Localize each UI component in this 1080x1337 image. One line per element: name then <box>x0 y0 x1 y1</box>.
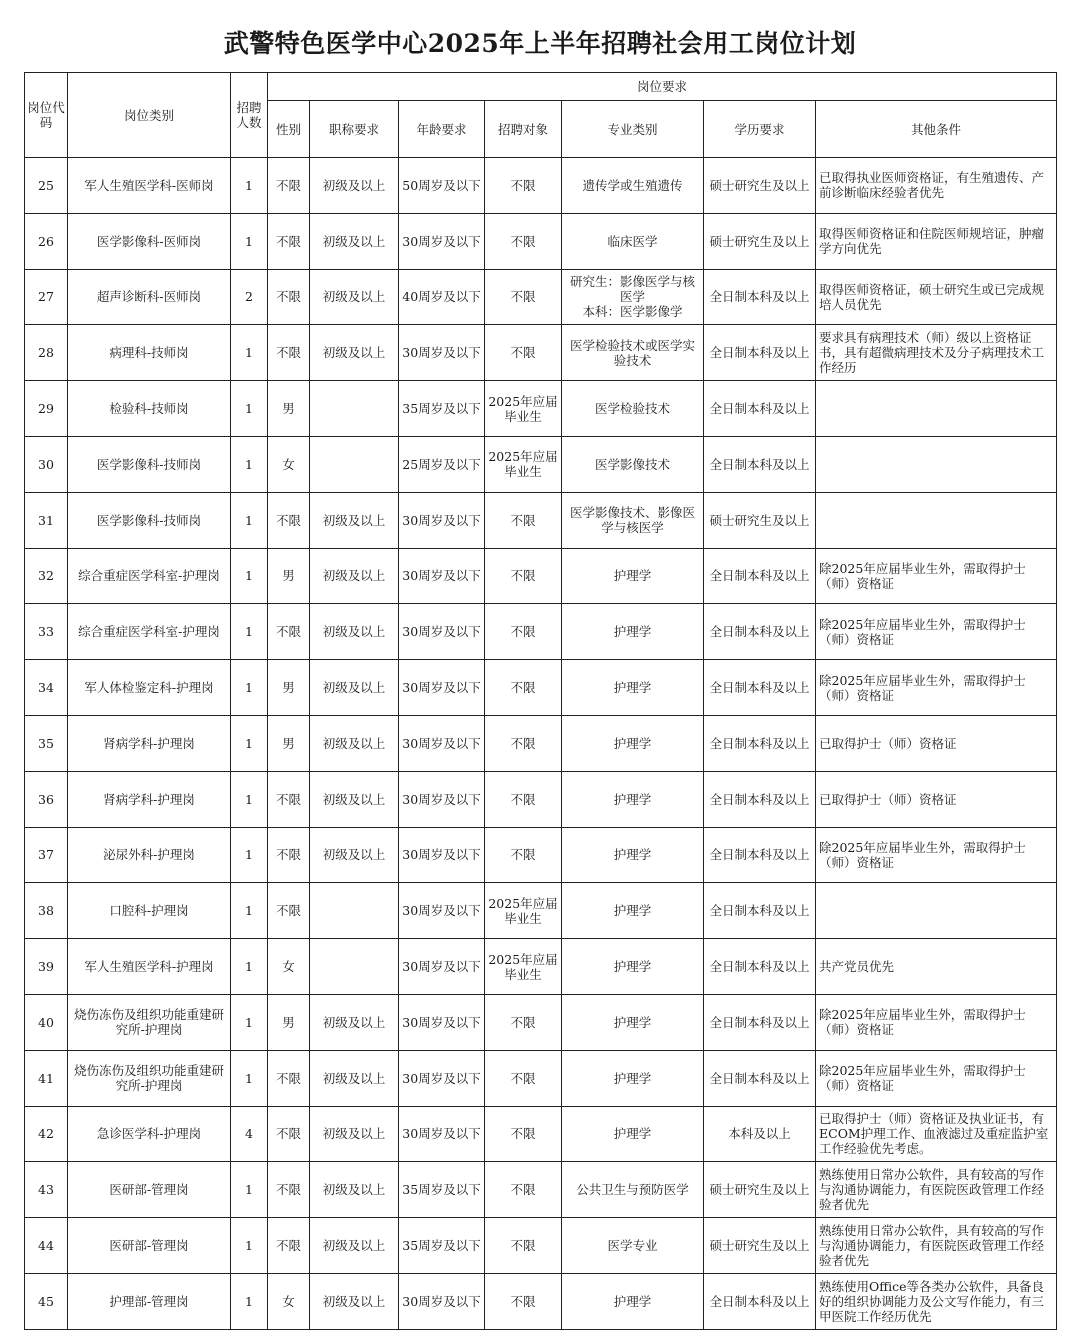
cell-code: 32 <box>25 548 68 604</box>
cell-major: 护理学 <box>562 939 704 995</box>
cell-count: 1 <box>231 1050 268 1106</box>
header-major: 专业类别 <box>562 101 704 158</box>
cell-gender: 不限 <box>268 1162 310 1218</box>
cell-major: 临床医学 <box>562 213 704 269</box>
cell-gender: 女 <box>268 939 310 995</box>
cell-target: 2025年应届毕业生 <box>485 883 562 939</box>
cell-code: 41 <box>25 1050 68 1106</box>
cell-other: 除2025年应届毕业生外，需取得护士（师）资格证 <box>816 827 1057 883</box>
cell-title-req: 初级及以上 <box>310 994 399 1050</box>
cell-age: 35周岁及以下 <box>399 1218 485 1274</box>
cell-title-req: 初级及以上 <box>310 492 399 548</box>
cell-age: 30周岁及以下 <box>399 883 485 939</box>
cell-code: 35 <box>25 715 68 771</box>
cell-other: 熟练使用日常办公软件，具有较高的写作与沟通协调能力，有医院医政管理工作经验者优先 <box>816 1218 1057 1274</box>
cell-category: 医研部-管理岗 <box>68 1218 231 1274</box>
cell-other: 除2025年应届毕业生外，需取得护士（师）资格证 <box>816 1050 1057 1106</box>
cell-age: 30周岁及以下 <box>399 1273 485 1329</box>
cell-code: 30 <box>25 436 68 492</box>
cell-other <box>816 436 1057 492</box>
cell-major: 护理学 <box>562 883 704 939</box>
cell-major: 护理学 <box>562 604 704 660</box>
cell-count: 1 <box>231 492 268 548</box>
cell-count: 1 <box>231 994 268 1050</box>
cell-gender: 不限 <box>268 1218 310 1274</box>
cell-target: 不限 <box>485 1050 562 1106</box>
cell-count: 1 <box>231 1273 268 1329</box>
cell-count: 1 <box>231 883 268 939</box>
cell-education: 全日制本科及以上 <box>704 827 816 883</box>
cell-other: 除2025年应届毕业生外，需取得护士（师）资格证 <box>816 994 1057 1050</box>
cell-education: 全日制本科及以上 <box>704 715 816 771</box>
cell-code: 39 <box>25 939 68 995</box>
cell-other: 已取得执业医师资格证，有生殖遗传、产前诊断临床经验者优先 <box>816 158 1057 214</box>
cell-age: 50周岁及以下 <box>399 158 485 214</box>
cell-count: 1 <box>231 827 268 883</box>
table-row <box>25 1273 1057 1329</box>
table-row <box>25 1218 1057 1274</box>
cell-education: 全日制本科及以上 <box>704 660 816 716</box>
cell-major: 医学检验技术 <box>562 381 704 437</box>
cell-category: 医学影像科-技师岗 <box>68 492 231 548</box>
cell-code: 43 <box>25 1162 68 1218</box>
cell-title-req: 初级及以上 <box>310 827 399 883</box>
cell-major: 医学专业 <box>562 1218 704 1274</box>
cell-count: 1 <box>231 436 268 492</box>
cell-target: 不限 <box>485 269 562 325</box>
cell-target: 不限 <box>485 994 562 1050</box>
cell-age: 30周岁及以下 <box>399 715 485 771</box>
cell-count: 1 <box>231 158 268 214</box>
cell-title-req: 初级及以上 <box>310 213 399 269</box>
cell-target: 2025年应届毕业生 <box>485 436 562 492</box>
cell-gender: 女 <box>268 1273 310 1329</box>
cell-title-req: 初级及以上 <box>310 1106 399 1162</box>
cell-major: 医学影像技术、影像医学与核医学 <box>562 492 704 548</box>
cell-education: 全日制本科及以上 <box>704 771 816 827</box>
cell-gender: 男 <box>268 660 310 716</box>
cell-major: 护理学 <box>562 715 704 771</box>
cell-count: 2 <box>231 269 268 325</box>
table-row <box>25 660 1057 716</box>
header-code: 岗位代码 <box>25 73 68 158</box>
cell-title-req: 初级及以上 <box>310 660 399 716</box>
cell-category: 军人生殖医学科-医师岗 <box>68 158 231 214</box>
cell-major: 护理学 <box>562 827 704 883</box>
cell-code: 31 <box>25 492 68 548</box>
cell-education: 硕士研究生及以上 <box>704 213 816 269</box>
cell-age: 30周岁及以下 <box>399 939 485 995</box>
cell-target: 不限 <box>485 1273 562 1329</box>
cell-count: 1 <box>231 381 268 437</box>
cell-education: 全日制本科及以上 <box>704 381 816 437</box>
cell-code: 27 <box>25 269 68 325</box>
cell-category: 军人体检鉴定科-护理岗 <box>68 660 231 716</box>
cell-target: 不限 <box>485 1106 562 1162</box>
cell-gender: 男 <box>268 715 310 771</box>
cell-education: 硕士研究生及以上 <box>704 1218 816 1274</box>
cell-title-req: 初级及以上 <box>310 158 399 214</box>
cell-category: 综合重症医学科室-护理岗 <box>68 604 231 660</box>
cell-age: 30周岁及以下 <box>399 1106 485 1162</box>
table-row <box>25 715 1057 771</box>
table-row <box>25 771 1057 827</box>
cell-age: 35周岁及以下 <box>399 381 485 437</box>
cell-title-req: 初级及以上 <box>310 1050 399 1106</box>
cell-target: 不限 <box>485 492 562 548</box>
cell-education: 全日制本科及以上 <box>704 994 816 1050</box>
table-row <box>25 939 1057 995</box>
cell-gender: 不限 <box>268 492 310 548</box>
cell-major: 护理学 <box>562 994 704 1050</box>
cell-age: 35周岁及以下 <box>399 1162 485 1218</box>
header-target: 招聘对象 <box>485 101 562 158</box>
cell-title-req: 初级及以上 <box>310 1273 399 1329</box>
cell-age: 30周岁及以下 <box>399 492 485 548</box>
cell-gender: 女 <box>268 436 310 492</box>
cell-other <box>816 381 1057 437</box>
cell-major: 护理学 <box>562 1050 704 1106</box>
cell-other: 取得医师资格证，硕士研究生或已完成规培人员优先 <box>816 269 1057 325</box>
cell-category: 烧伤冻伤及组织功能重建研究所-护理岗 <box>68 994 231 1050</box>
cell-gender: 不限 <box>268 1050 310 1106</box>
cell-title-req: 初级及以上 <box>310 1162 399 1218</box>
cell-target: 不限 <box>485 771 562 827</box>
cell-gender: 男 <box>268 381 310 437</box>
cell-education: 全日制本科及以上 <box>704 604 816 660</box>
cell-count: 1 <box>231 771 268 827</box>
cell-age: 30周岁及以下 <box>399 548 485 604</box>
cell-code: 26 <box>25 213 68 269</box>
cell-title-req <box>310 381 399 437</box>
cell-code: 36 <box>25 771 68 827</box>
cell-category: 医学影像科-技师岗 <box>68 436 231 492</box>
cell-gender: 不限 <box>268 325 310 381</box>
cell-title-req: 初级及以上 <box>310 269 399 325</box>
cell-other: 已取得护士（师）资格证 <box>816 771 1057 827</box>
cell-major: 护理学 <box>562 660 704 716</box>
page-title: 武警特色医学中心2025年上半年招聘社会用工岗位计划 <box>223 29 857 58</box>
cell-other: 取得医师资格证和住院医师规培证，肿瘤学方向优先 <box>816 213 1057 269</box>
cell-major: 医学检验技术或医学实验技术 <box>562 325 704 381</box>
cell-major: 研究生：影像医学与核医学 本科：医学影像学 <box>562 269 704 325</box>
cell-count: 1 <box>231 325 268 381</box>
cell-title-req <box>310 883 399 939</box>
header-category: 岗位类别 <box>68 73 231 158</box>
cell-title-req: 初级及以上 <box>310 771 399 827</box>
cell-major: 护理学 <box>562 1273 704 1329</box>
table-row <box>25 436 1057 492</box>
cell-count: 1 <box>231 604 268 660</box>
cell-code: 38 <box>25 883 68 939</box>
cell-major: 护理学 <box>562 771 704 827</box>
recruitment-table <box>24 72 1057 1330</box>
cell-other: 要求具有病理技术（师）级以上资格证书，具有超微病理技术及分子病理技术工作经历 <box>816 325 1057 381</box>
cell-gender: 不限 <box>268 1106 310 1162</box>
cell-gender: 不限 <box>268 827 310 883</box>
cell-target: 不限 <box>485 715 562 771</box>
cell-count: 1 <box>231 213 268 269</box>
cell-gender: 男 <box>268 994 310 1050</box>
cell-gender: 不限 <box>268 158 310 214</box>
cell-category: 肾病学科-护理岗 <box>68 715 231 771</box>
cell-category: 烧伤冻伤及组织功能重建研究所-护理岗 <box>68 1050 231 1106</box>
cell-major: 护理学 <box>562 1106 704 1162</box>
cell-code: 42 <box>25 1106 68 1162</box>
cell-gender: 男 <box>268 548 310 604</box>
header-education: 学历要求 <box>704 101 816 158</box>
cell-count: 1 <box>231 939 268 995</box>
cell-title-req <box>310 939 399 995</box>
cell-count: 1 <box>231 1162 268 1218</box>
cell-category: 医研部-管理岗 <box>68 1162 231 1218</box>
cell-category: 综合重症医学科室-护理岗 <box>68 548 231 604</box>
cell-count: 1 <box>231 548 268 604</box>
cell-age: 30周岁及以下 <box>399 325 485 381</box>
cell-category: 肾病学科-护理岗 <box>68 771 231 827</box>
table-row <box>25 1106 1057 1162</box>
header-count: 招聘人数 <box>231 73 268 158</box>
cell-category: 检验科-技师岗 <box>68 381 231 437</box>
cell-education: 全日制本科及以上 <box>704 548 816 604</box>
table-row <box>25 492 1057 548</box>
cell-count: 1 <box>231 1218 268 1274</box>
cell-target: 不限 <box>485 213 562 269</box>
cell-code: 45 <box>25 1273 68 1329</box>
cell-age: 30周岁及以下 <box>399 994 485 1050</box>
cell-education: 硕士研究生及以上 <box>704 158 816 214</box>
header-requirements: 岗位要求 <box>268 73 1057 101</box>
cell-other: 除2025年应届毕业生外，需取得护士（师）资格证 <box>816 660 1057 716</box>
cell-code: 33 <box>25 604 68 660</box>
cell-code: 25 <box>25 158 68 214</box>
cell-age: 30周岁及以下 <box>399 827 485 883</box>
cell-category: 病理科-技师岗 <box>68 325 231 381</box>
cell-code: 44 <box>25 1218 68 1274</box>
table-row <box>25 548 1057 604</box>
cell-age: 30周岁及以下 <box>399 604 485 660</box>
cell-education: 全日制本科及以上 <box>704 1050 816 1106</box>
cell-category: 医学影像科-医师岗 <box>68 213 231 269</box>
cell-age: 30周岁及以下 <box>399 660 485 716</box>
cell-education: 全日制本科及以上 <box>704 883 816 939</box>
cell-title-req: 初级及以上 <box>310 1218 399 1274</box>
header-title-req: 职称要求 <box>310 101 399 158</box>
cell-education: 全日制本科及以上 <box>704 325 816 381</box>
cell-age: 30周岁及以下 <box>399 771 485 827</box>
cell-target: 不限 <box>485 1162 562 1218</box>
cell-count: 1 <box>231 660 268 716</box>
cell-count: 1 <box>231 715 268 771</box>
cell-education: 硕士研究生及以上 <box>704 492 816 548</box>
cell-category: 急诊医学科-护理岗 <box>68 1106 231 1162</box>
cell-education: 全日制本科及以上 <box>704 436 816 492</box>
cell-other: 熟练使用日常办公软件，具有较高的写作与沟通协调能力，有医院医政管理工作经验者优先 <box>816 1162 1057 1218</box>
table-row <box>25 883 1057 939</box>
cell-major: 公共卫生与预防医学 <box>562 1162 704 1218</box>
cell-other: 除2025年应届毕业生外，需取得护士（师）资格证 <box>816 604 1057 660</box>
cell-category: 泌尿外科-护理岗 <box>68 827 231 883</box>
cell-age: 30周岁及以下 <box>399 1050 485 1106</box>
cell-education: 全日制本科及以上 <box>704 1273 816 1329</box>
cell-other: 已取得护士（师）资格证及执业证书，有ECOM护理工作、血液滤过及重症监护室工作经验优先考虑。 <box>816 1106 1057 1162</box>
cell-target: 不限 <box>485 1218 562 1274</box>
cell-gender: 不限 <box>268 771 310 827</box>
cell-gender: 不限 <box>268 883 310 939</box>
cell-title-req: 初级及以上 <box>310 604 399 660</box>
cell-count: 4 <box>231 1106 268 1162</box>
header-gender: 性别 <box>268 101 310 158</box>
cell-category: 护理部-管理岗 <box>68 1273 231 1329</box>
cell-title-req: 初级及以上 <box>310 715 399 771</box>
cell-target: 不限 <box>485 548 562 604</box>
cell-target: 不限 <box>485 158 562 214</box>
cell-other: 共产党员优先 <box>816 939 1057 995</box>
cell-other: 已取得护士（师）资格证 <box>816 715 1057 771</box>
cell-category: 口腔科-护理岗 <box>68 883 231 939</box>
header-other: 其他条件 <box>816 101 1057 158</box>
table-row <box>25 827 1057 883</box>
table-row <box>25 381 1057 437</box>
cell-code: 29 <box>25 381 68 437</box>
table-body <box>25 158 1057 1330</box>
cell-code: 28 <box>25 325 68 381</box>
cell-gender: 不限 <box>268 269 310 325</box>
cell-gender: 不限 <box>268 213 310 269</box>
cell-other: 除2025年应届毕业生外，需取得护士（师）资格证 <box>816 548 1057 604</box>
cell-major: 医学影像技术 <box>562 436 704 492</box>
cell-education: 全日制本科及以上 <box>704 269 816 325</box>
cell-title-req: 初级及以上 <box>310 548 399 604</box>
table-row <box>25 1050 1057 1106</box>
cell-other <box>816 883 1057 939</box>
cell-target: 2025年应届毕业生 <box>485 381 562 437</box>
cell-major: 护理学 <box>562 548 704 604</box>
cell-age: 25周岁及以下 <box>399 436 485 492</box>
cell-target: 不限 <box>485 604 562 660</box>
table-row <box>25 158 1057 214</box>
cell-code: 40 <box>25 994 68 1050</box>
cell-target: 2025年应届毕业生 <box>485 939 562 995</box>
cell-target: 不限 <box>485 827 562 883</box>
header-age: 年龄要求 <box>399 101 485 158</box>
cell-target: 不限 <box>485 660 562 716</box>
cell-category: 军人生殖医学科-护理岗 <box>68 939 231 995</box>
cell-major: 遗传学或生殖遗传 <box>562 158 704 214</box>
cell-title-req: 初级及以上 <box>310 325 399 381</box>
cell-code: 37 <box>25 827 68 883</box>
table-row <box>25 604 1057 660</box>
cell-title-req <box>310 436 399 492</box>
table-row <box>25 1162 1057 1218</box>
cell-age: 30周岁及以下 <box>399 213 485 269</box>
cell-code: 34 <box>25 660 68 716</box>
table-row <box>25 269 1057 325</box>
cell-other: 熟练使用Office等各类办公软件，具备良好的组织协调能力及公文写作能力，有三甲医院工作经历优先 <box>816 1273 1057 1329</box>
cell-education: 硕士研究生及以上 <box>704 1162 816 1218</box>
table-row <box>25 994 1057 1050</box>
table-row <box>25 213 1057 269</box>
cell-age: 40周岁及以下 <box>399 269 485 325</box>
cell-education: 全日制本科及以上 <box>704 939 816 995</box>
cell-other <box>816 492 1057 548</box>
cell-gender: 不限 <box>268 604 310 660</box>
cell-education: 本科及以上 <box>704 1106 816 1162</box>
cell-target: 不限 <box>485 325 562 381</box>
cell-category: 超声诊断科-医师岗 <box>68 269 231 325</box>
table-row <box>25 325 1057 381</box>
